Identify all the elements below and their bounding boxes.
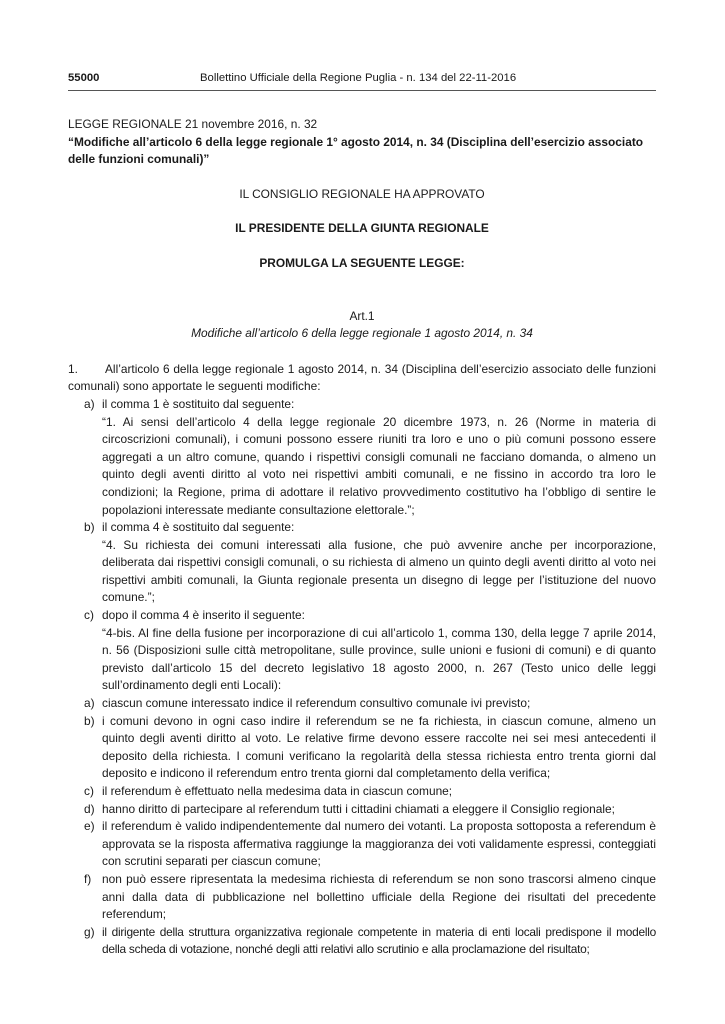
council-statement: IL CONSIGLIO REGIONALE HA APPROVATO <box>239 186 485 201</box>
list-item-label: c) <box>84 608 94 623</box>
list-item-intro: il comma 4 è sostituito dal seguente: <box>102 520 295 535</box>
sub-list-item-text: i comuni devono in ogni caso indire il referendum se ne fa richiesta, in ciascun comune, almeno un quinto degli aventi diritto al voto. Le relative firme devono essere raccolte nei sei mesi antecedenti il deposito della richiesta. I comuni verificano la regolarità della stessa richiesta entro trenta giorni dal deposito e indicono il referendum entro trenta giorni dal completamento della verifica; <box>102 713 656 781</box>
sub-list-item-label: c) <box>84 784 94 798</box>
list-item-intro: il comma 1 è sostituito dal seguente: <box>102 396 295 411</box>
list-item-intro: dopo il comma 4 è inserito il seguente: <box>102 608 305 623</box>
president-statement: IL PRESIDENTE DELLA GIUNTA REGIONALE <box>235 221 489 236</box>
sub-list-item-label: e) <box>84 819 95 834</box>
sub-list-item-text: non può essere ripresentata la medesima richiesta di referendum se non sono trascorsi almeno cinque anni dalla data di pubblicazione nel bollettino ufficiale della Regione dei risultati del precedente referendum; <box>102 871 656 922</box>
page-header <box>68 70 656 91</box>
sub-list-item-label: d) <box>84 801 95 816</box>
paragraph-1-text: All’articolo 6 della legge regionale 1 agosto 2014, n. 34 (Disciplina dell’esercizio associato delle funzioni comunali) sono apportate le seguenti modifiche: <box>68 361 656 394</box>
sub-list-item <box>84 871 656 924</box>
sub-list-item-label: g) <box>84 924 95 939</box>
law-subtitle: “Modifiche all’articolo 6 della legge regionale 1° agosto 2014, n. 34 (Disciplina dell’esercizio associato delle funzioni comunali)” <box>68 134 644 167</box>
quoted-amendment: “4. Su richiesta dei comuni interessati alla fusione, che può avvenire anche per incorporazione, deliberata dai rispettivi consigli comunali, o su richiesta di almeno un quinto degli aventi diritto al voto nei rispettivi ambiti comunali, la Giunta regionale presenta un disegno di legge per l’istituzione del nuovo comune.”; <box>102 537 656 605</box>
sub-list-item-text: il referendum è valido indipendentemente dal numero dei votanti. La proposta sottoposta a referendum è approvata se la risposta affermativa raggiunge la maggioranza dei voti validamente espressi, conteggiati con scrutini separati per ciascun comune; <box>102 819 656 869</box>
promulgation-statement: PROMULGA LA SEGUENTE LEGGE: <box>259 255 465 270</box>
sub-list-item <box>84 801 656 819</box>
sub-list-item <box>84 713 656 783</box>
sub-list-item <box>84 695 656 713</box>
document-body <box>68 116 656 959</box>
sub-list-item <box>84 818 656 871</box>
sub-list-item-label: a) <box>84 696 95 711</box>
paragraph-1 <box>68 361 656 396</box>
list-item-label: a) <box>84 396 95 411</box>
article-heading: Modifiche all’articolo 6 della legge regionale 1 agosto 2014, n. 34 <box>191 326 533 341</box>
list-item <box>84 607 656 695</box>
sub-list-item-text: hanno diritto di partecipare al referendum tutti i cittadini chiamati a eleggere il Consiglio regionale; <box>102 801 615 816</box>
sub-list-item-text: il referendum è effettuato nella medesima data in ciascun comune; <box>102 784 453 798</box>
publication-title: Bollettino Ufficiale della Regione Puglia - n. 134 del 22-11-2016 <box>200 72 517 84</box>
quoted-amendment: “4-bis. Al fine della fusione per incorporazione di cui all’articolo 1, comma 130, della legge 7 aprile 2014, n. 56 (Disposizioni sulle città metropolitane, sulle province, sulle unioni e fusioni di comuni) e di quanto previsto dall’articolo 15 del decreto legislativo 18 agosto 2000, n. 267 (Testo unico delle leggi sull’ordinamento degli enti Locali): <box>102 625 656 693</box>
sub-list-item-text: ciascun comune interessato indice il referendum consultivo comunale ivi previsto; <box>102 696 531 711</box>
list-item-label: b) <box>84 520 95 535</box>
paragraph-1-label: 1. <box>68 361 78 376</box>
page-number: 55000 <box>68 72 100 84</box>
sub-list-item-label: f) <box>84 871 92 886</box>
list-item <box>84 519 656 607</box>
sub-list-item <box>84 783 656 801</box>
quoted-amendment: “1. Ai sensi dell’articolo 4 della legge regionale 20 dicembre 1973, n. 26 (Norme in materia di circoscrizioni comunali), i comuni possono essere riuniti tra loro e uno o più comuni possono essere aggregati a un altro comune, quando i rispettivi consigli comunali ne facciano domanda, o almeno un quinto degli aventi diritto al voto nei rispettivi ambiti comunali, e ne fissino in accordo tra loro le condizioni; la Regione, prima di adottare il relativo provvedimento costitutivo ha l’obbligo di sentire le popolazioni interessate mediante consultazione elettorale.”; <box>102 414 656 517</box>
sub-list-item-label: b) <box>84 713 95 728</box>
article-number: Art.1 <box>349 308 375 323</box>
list-item <box>84 396 656 519</box>
sub-list-item-text: il dirigente della struttura organizzativa regionale competente in materia di enti locali predispone il modello della scheda di votazione, nonché degli atti relativi allo scrutinio e alla proclamazione del risultato; <box>102 924 656 957</box>
sub-list-item <box>84 924 656 959</box>
law-title: LEGGE REGIONALE 21 novembre 2016, n. 32 <box>68 117 318 131</box>
